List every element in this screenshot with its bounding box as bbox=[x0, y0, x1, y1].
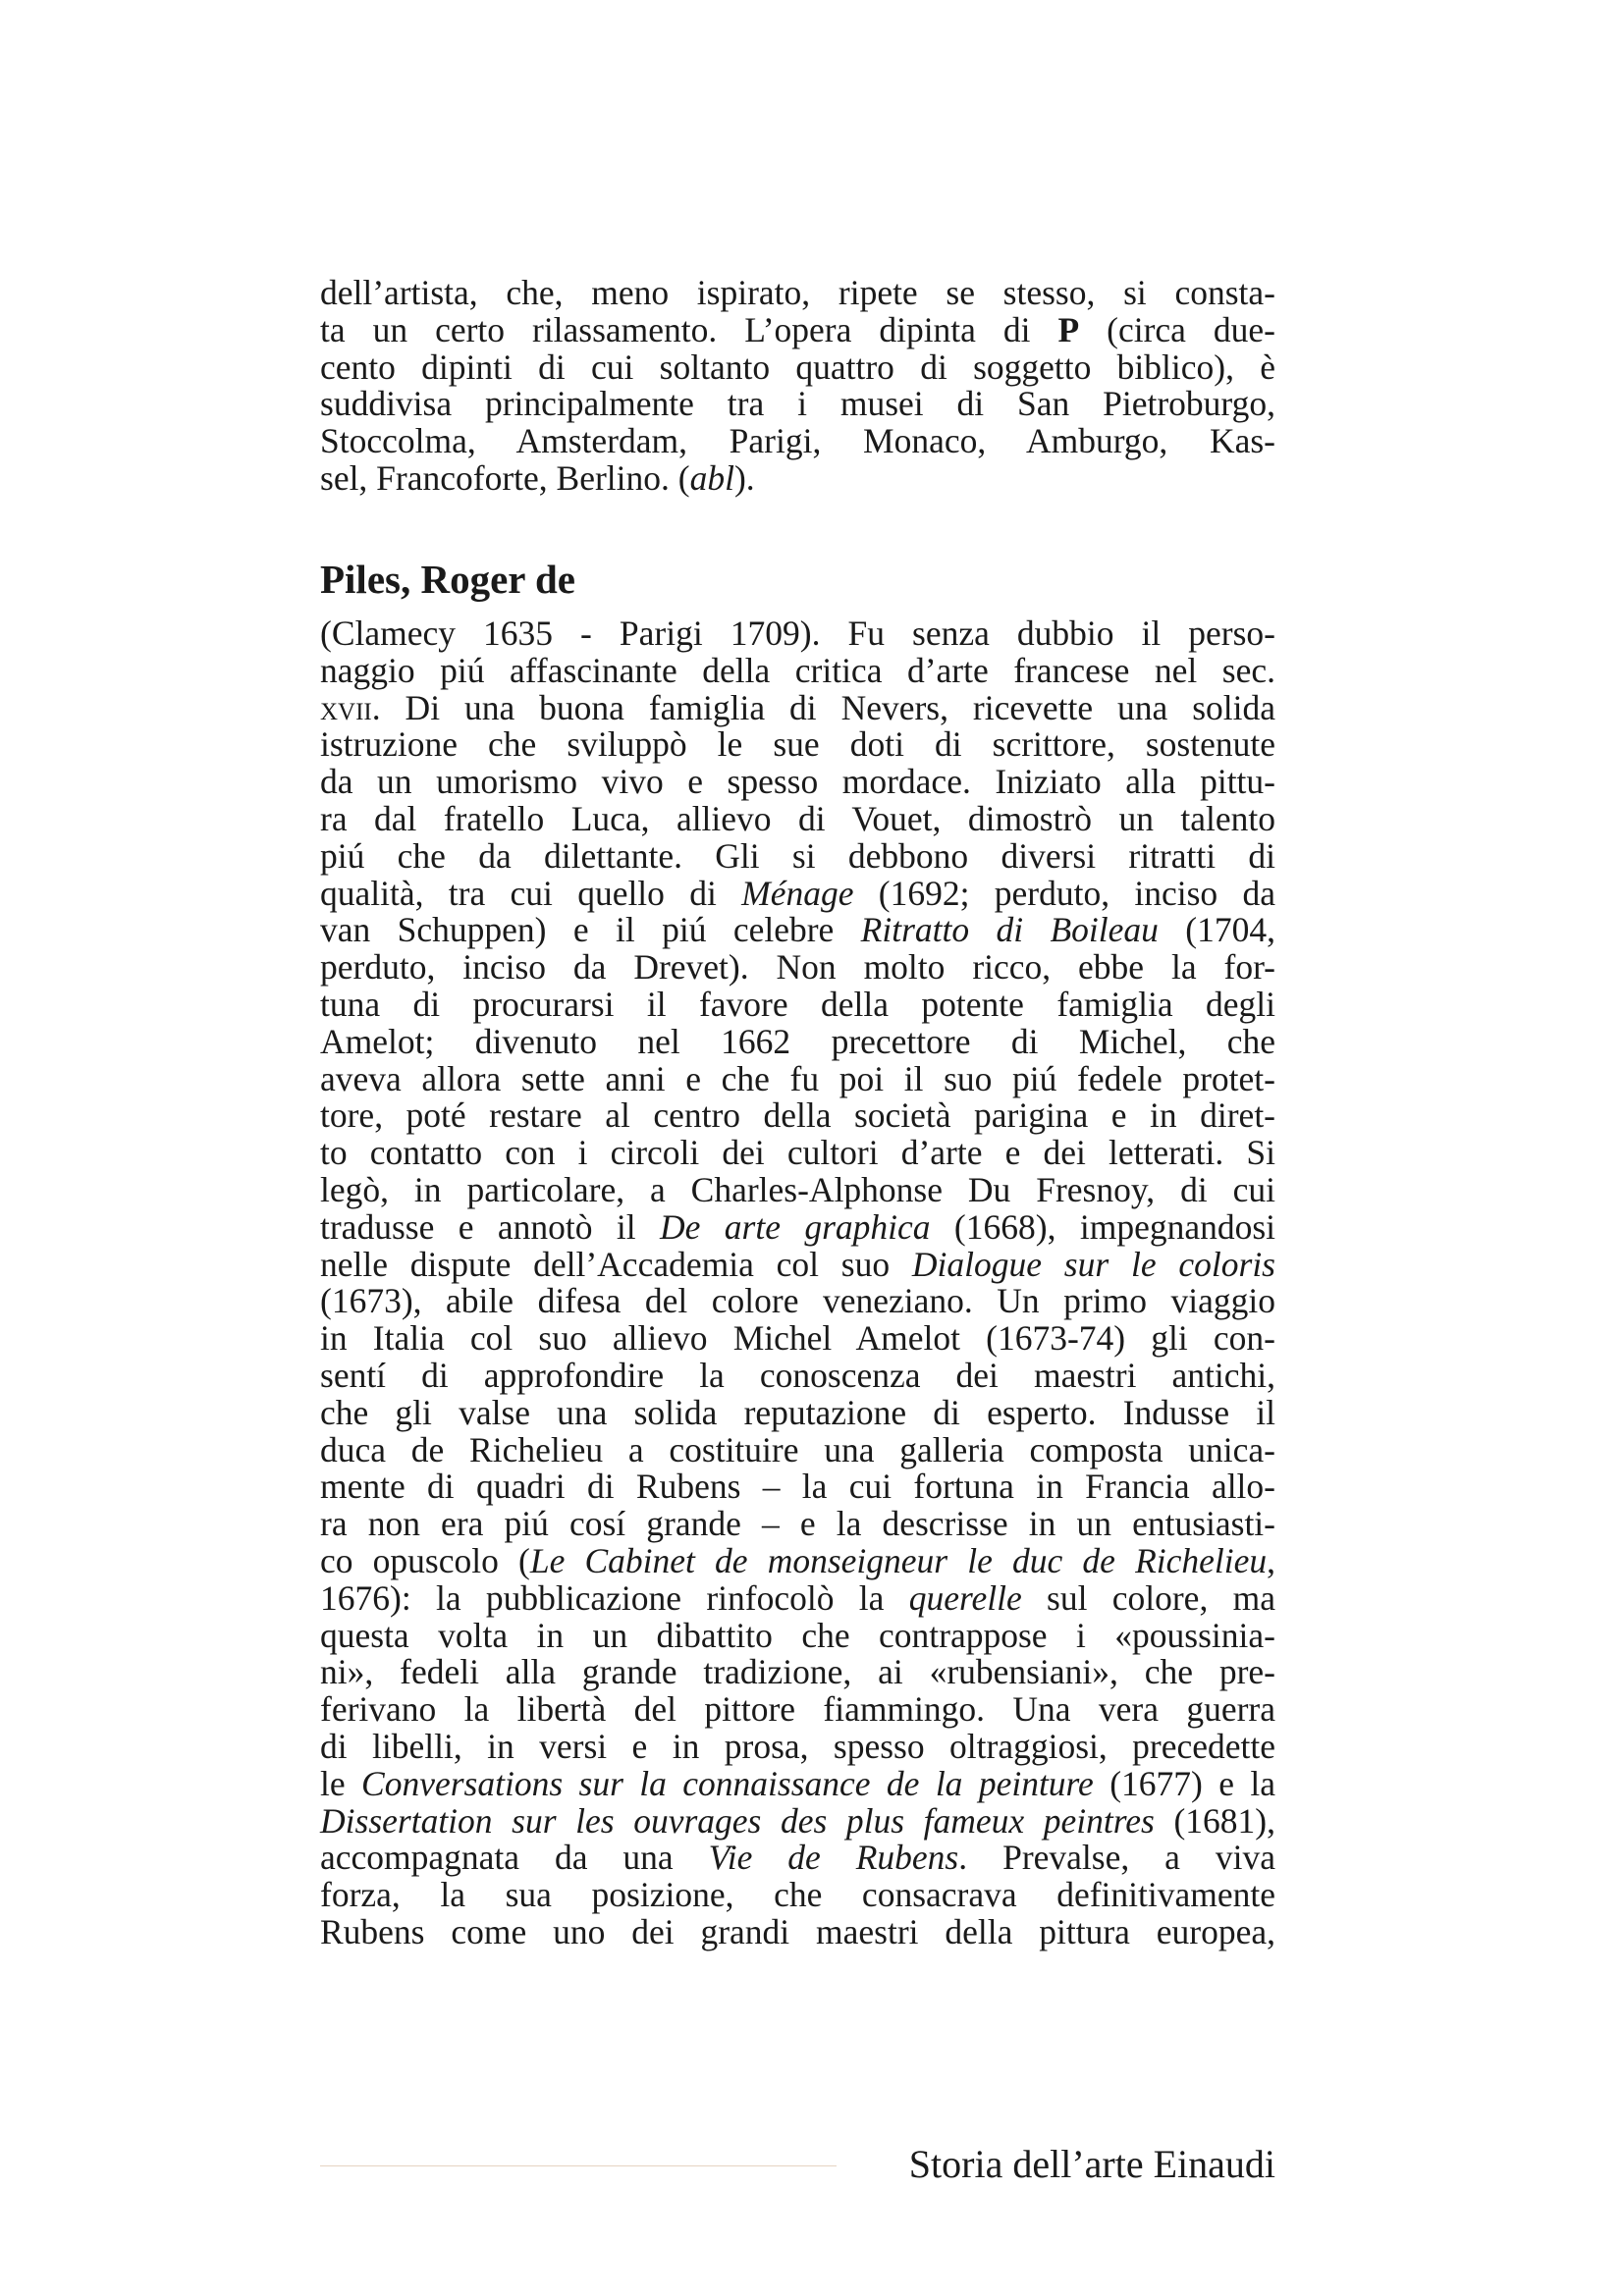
text-line: sel, Francoforte, Berlino. (abl). bbox=[320, 457, 755, 498]
text-line: van Schuppen) e il piú celebre Ritratto di Boileau (1704, bbox=[320, 910, 1275, 950]
text-line: tore, poté restare al centro della società parigina e in diret- bbox=[320, 1095, 1275, 1136]
previous-entry-continuation bbox=[320, 275, 1275, 498]
text-line: aveva allora sette anni e che fu poi il suo piú fedele protet- bbox=[320, 1058, 1275, 1098]
text-line: co opuscolo (Le Cabinet de monseigneur le duc de Richelieu, bbox=[320, 1540, 1275, 1580]
text-line: qualità, tra cui quello di Ménage (1692; perduto, inciso da bbox=[320, 873, 1275, 913]
text-line: Dissertation sur les ouvrages des plus fameux peintres (1681), bbox=[320, 1800, 1275, 1841]
entry-title: Piles, Roger de bbox=[320, 557, 575, 602]
text-line: cento dipinti di cui soltanto quattro di soggetto biblico), è bbox=[320, 347, 1275, 387]
text-line: duca de Richelieu a costituire una galleria composta unica- bbox=[320, 1429, 1275, 1469]
text-line: questa volta in un dibattito che contrappose i «poussinia- bbox=[320, 1615, 1275, 1655]
text-line: 1676): la pubblicazione rinfocolò la querelle sul colore, ma bbox=[320, 1577, 1275, 1618]
entry-body bbox=[320, 615, 1275, 1951]
text-line: le Conversations sur la connaissance de la peinture (1677) e la bbox=[320, 1763, 1275, 1803]
text-line: forza, la sua posizione, che consacrava definitivamente bbox=[320, 1875, 1275, 1915]
text-line: perduto, inciso da Drevet). Non molto ricco, ebbe la for- bbox=[320, 947, 1275, 988]
text-line: da un umorismo vivo e spesso mordace. Iniziato alla pittu- bbox=[320, 762, 1275, 802]
text-line: (1673), abile difesa del colore veneziano. Un primo viaggio bbox=[320, 1281, 1275, 1321]
text-line: tuna di procurarsi il favore della potente famiglia degli bbox=[320, 984, 1275, 1024]
entry-paragraph bbox=[320, 615, 1275, 1951]
text-line: xvii. Di una buona famiglia di Nevers, ricevette una solida bbox=[320, 687, 1275, 727]
text-line: (Clamecy 1635 - Parigi 1709). Fu senza dubbio il perso- bbox=[320, 614, 1275, 653]
text-line: istruzione che sviluppò le sue doti di scrittore, sostenute bbox=[320, 724, 1275, 765]
text-line: naggio piú affascinante della critica d’arte francese nel sec. bbox=[320, 650, 1275, 690]
text-line: dell’artista, che, meno ispirato, ripete se stesso, si consta- bbox=[320, 273, 1275, 312]
text-line: legò, in particolare, a Charles-Alphonse Du Fresnoy, di cui bbox=[320, 1169, 1275, 1209]
text-line: di libelli, in versi e in prosa, spesso oltraggiosi, precedette bbox=[320, 1726, 1275, 1766]
text-line: Rubens come uno dei grandi maestri della pittura europea, bbox=[320, 1911, 1275, 1951]
footer-rule bbox=[320, 2165, 837, 2166]
text-line: Stoccolma, Amsterdam, Parigi, Monaco, Amburgo, Kas- bbox=[320, 421, 1275, 461]
text-line: Amelot; divenuto nel 1662 precettore di Michel, che bbox=[320, 1021, 1275, 1061]
text-line: in Italia col suo allievo Michel Amelot (1673-74) gli con- bbox=[320, 1318, 1275, 1359]
footer-publisher: Storia dell’arte Einaudi bbox=[908, 2142, 1275, 2186]
text-line: to contatto con i circoli dei cultori d’arte e dei letterati. Si bbox=[320, 1133, 1275, 1173]
text-line: mente di quadri di Rubens – la cui fortuna in Francia allo- bbox=[320, 1467, 1275, 1507]
text-line: che gli valse una solida reputazione di esperto. Indusse il bbox=[320, 1392, 1275, 1432]
text-line: tradusse e annotò il De arte graphica (1668), impegnandosi bbox=[320, 1206, 1276, 1247]
text-line: piú che da dilettante. Gli si debbono diversi ritratti di bbox=[320, 835, 1275, 876]
previous-entry-paragraph bbox=[320, 275, 1275, 498]
text-line: nelle dispute dell’Accademia col suo Dialogue sur le coloris bbox=[320, 1244, 1275, 1284]
text-line: ra dal fratello Luca, allievo di Vouet, dimostrò un talento bbox=[320, 798, 1275, 838]
text-line: ra non era piú cosí grande – e la descrisse in un entusiasti- bbox=[320, 1504, 1275, 1544]
text-line: suddivisa principalmente tra i musei di San Pietroburgo, bbox=[320, 384, 1275, 424]
text-line: ni», fedeli alla grande tradizione, ai «rubensiani», che pre- bbox=[320, 1652, 1275, 1692]
text-line: accompagnata da una Vie de Rubens. Prevalse, a viva bbox=[320, 1838, 1276, 1878]
text-line: ta un certo rilassamento. L’opera dipinta di P (circa due- bbox=[320, 309, 1275, 349]
text-line: ferivano la libertà del pittore fiammingo. Una vera guerra bbox=[320, 1689, 1275, 1730]
text-line: sentí di approfondire la conoscenza dei maestri antichi, bbox=[320, 1355, 1275, 1395]
